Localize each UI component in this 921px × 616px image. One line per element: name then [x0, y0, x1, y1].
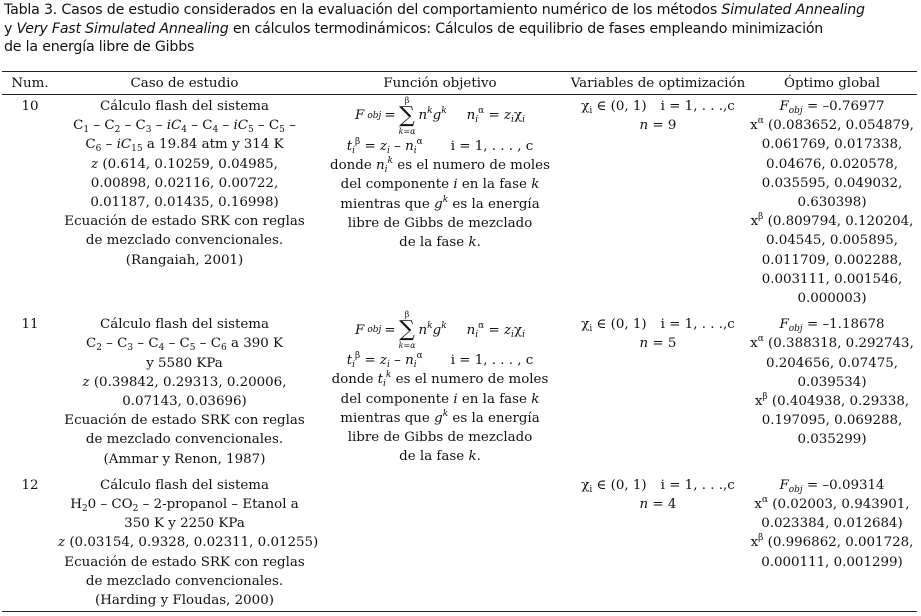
variables-cell [569, 308, 747, 469]
caption-text: y [4, 20, 17, 37]
caso-reference: (Harding y Floudas, 2000) [95, 593, 274, 609]
optimo-xbeta: 0.04545, 0.005895, [765, 233, 899, 249]
variable-range: $\chi_i$ ∈ (0, 1) i = 1, . . .,c [581, 99, 735, 116]
optimo-xbeta: 0.035299) [797, 432, 867, 448]
caso-composition: 0.00898, 0.02116, 0.00722, [90, 175, 279, 191]
caption-text: de la energía libre de Gibbs [4, 39, 195, 56]
funcion-desc: donde $t_i^k$ es el numero de moles [331, 370, 549, 390]
optimo-xbeta: $x^\beta$ (0.404938, 0.29338, [754, 392, 910, 410]
optimo-xalpha: 0.039534) [797, 374, 867, 390]
table-row [2, 308, 917, 469]
caso-composition: 0.01187, 0.01435, 0.16998) [90, 195, 279, 211]
table-header-row [2, 73, 917, 95]
caso-cell [58, 308, 311, 469]
funcion-cell [311, 469, 569, 610]
caso-reference: (Ammar y Renon, 1987) [103, 451, 266, 467]
funcion-desc: de la fase k. [399, 235, 481, 251]
sum-symbol: β ∑ k=α [398, 96, 416, 136]
caso-conditions: 350 K y 2250 KPa [124, 516, 245, 532]
optimo-xalpha: 0.035595, 0.049032, [761, 175, 903, 191]
funcion-desc: mientras que $g^k$ es la energía [340, 408, 540, 426]
bottom-rule [2, 611, 917, 612]
optimo-xalpha: $x^\alpha$ (0.02003, 0.943901, [754, 495, 910, 513]
caption-text: Tabla 3. Casos de estudio considerados en la evaluación del comportamiento numérico de los métodos [4, 2, 722, 18]
funcion-cell [311, 308, 569, 469]
variables-cell [569, 95, 747, 308]
optimo-xalpha: 0.04676, 0.020578, [765, 156, 899, 172]
variables-cell [569, 469, 747, 610]
optimo-xalpha: 0.204656, 0.07475, [765, 355, 899, 371]
optimo-xbeta: 0.197095, 0.069288, [761, 413, 903, 429]
optimo-xalpha: 0.061769, 0.017338, [761, 137, 903, 153]
variable-range: $\chi_i$ ∈ (0, 1) i = 1, . . .,c [581, 477, 735, 495]
row-num: 11 [21, 317, 39, 333]
caso-eos: Ecuación de estado SRK con reglas [64, 413, 305, 429]
caso-eos: de mezclado convencionales. [85, 573, 284, 589]
sum-symbol: β ∑ k=α [398, 310, 416, 351]
caso-cell [58, 469, 319, 610]
caso-eos: de mezclado convencionales. [85, 432, 284, 448]
header-optimo: Óptimo global [784, 76, 880, 92]
optimo-fobj: $F_{obj} = -0.76977$ [779, 99, 885, 116]
optimo-xbeta: 0.003111, 0.001546, [761, 271, 903, 287]
caso-title: Cálculo flash del sistema [100, 477, 269, 493]
optimo-xalpha: 0.023384, 0.012684) [761, 516, 903, 532]
table-row [2, 95, 917, 308]
header-caso: Caso de estudio [130, 76, 239, 92]
constraint-formula: $t_i^\beta = z_i - n_i^\alpha$ i = 1, . . . , c [346, 137, 534, 156]
variable-range: $\chi_i$ ∈ (0, 1) i = 1, . . .,c [581, 317, 735, 335]
caso-cell [58, 95, 311, 308]
optimo-xbeta: 0.011709, 0.002288, [761, 252, 903, 268]
caso-system: $H_20 - CO_2$ – 2-propanol – Etanol a [70, 497, 299, 515]
optimo-xalpha: $x^\alpha$ (0.388318, 0.292743, [750, 334, 914, 352]
objective-formula: F obj = β ∑ k=α $n^kg^k$ $n_i^\alpha = z_i\chi_i$ [355, 310, 525, 351]
funcion-cell [311, 95, 569, 308]
caso-composition: z (0.03154, 0.9328, 0.02311, 0.01255) [58, 535, 319, 551]
caso-eos: de mezclado convencionales. [85, 233, 284, 249]
funcion-desc: del componente i en la fase k [340, 177, 540, 193]
optimo-xbeta: $x^\beta$ (0.809794, 0.120204, [750, 212, 914, 230]
caso-eos: Ecuación de estado SRK con reglas [64, 214, 305, 230]
optimo-cell [747, 308, 917, 469]
funcion-desc: del componente i en la fase k [340, 391, 540, 407]
funcion-desc: de la fase k. [399, 449, 481, 465]
optimo-fobj: $F_{obj} = -1.18678$ [779, 317, 885, 335]
caso-conditions: y 5580 KPa [146, 355, 223, 371]
optimo-cell [747, 469, 917, 610]
optimo-xbeta: $x^\beta$ (0.996862, 0.001728, [750, 533, 914, 551]
funcion-desc: libre de Gibbs de mezclado [347, 430, 533, 446]
funcion-desc: mientras que $g^k$ es la energía [340, 194, 540, 212]
caso-title: Cálculo flash del sistema [100, 99, 269, 114]
caso-title: Cálculo flash del sistema [100, 317, 269, 333]
caso-conditions: $C_6 - iC_{15}$ a 19.84 atm y 314 K [85, 137, 284, 155]
caso-composition: 0.07143, 0.03696) [122, 394, 247, 410]
optimo-fobj: $F_{obj} = -0.09314$ [779, 477, 885, 495]
caso-composition: z (0.39842, 0.29313, 0.20006, [82, 374, 287, 390]
caption-text: en cálculos termodinámicos: Cálculos de equilibrio de fases empleando minimización [228, 20, 824, 37]
variable-count: n = 9 [639, 118, 677, 134]
table-caption [4, 1, 904, 57]
optimo-xbeta: 0.000003) [797, 291, 867, 307]
top-rule [2, 71, 917, 72]
funcion-desc: donde $n_i^k$ es el numero de moles [330, 156, 550, 176]
header-funcion: Función objetivo [383, 76, 497, 92]
constraint-formula: $t_i^\beta = z_i - n_i^\alpha$ i = 1, . . . , c [346, 351, 534, 371]
optimo-xbeta: 0.000111, 0.001299) [761, 554, 903, 570]
header-num: Num. [11, 76, 49, 92]
caption-method-2: Very Fast Simulated Annealing [16, 20, 229, 37]
funcion-desc: libre de Gibbs de mezclado [347, 215, 533, 231]
table-row [2, 469, 917, 610]
optimo-xalpha: 0.630398) [797, 195, 867, 211]
objective-formula: F obj = β ∑ k=α $n^kg^k$ $n_i^\alpha = z_i\chi_i$ [355, 96, 525, 136]
caso-eos: Ecuación de estado SRK con reglas [64, 554, 305, 570]
row-num: 12 [21, 477, 39, 493]
optimo-cell [747, 95, 917, 308]
variable-count: n = 5 [639, 336, 677, 352]
optimo-xalpha: $x^\alpha$ (0.083652, 0.054879, [750, 116, 914, 134]
row-num: 10 [21, 99, 39, 114]
header-variables: Variables de optimización [570, 76, 746, 92]
caso-system: $C_1 - C_2 - C_3 - iC_4 - C_4 - iC_5 - C_5$ – [73, 118, 296, 136]
caso-system: $C_2 - C_3 - C_4 - C_5 - C_6$ a 390 K [85, 336, 284, 354]
caso-composition: z (0.614, 0.10259, 0.04985, [91, 156, 278, 172]
caso-reference: (Rangaiah, 2001) [125, 252, 244, 268]
caption-method-1: Simulated Annealing [721, 2, 865, 18]
variable-count: n = 4 [639, 497, 677, 513]
case-study-table [2, 73, 917, 610]
